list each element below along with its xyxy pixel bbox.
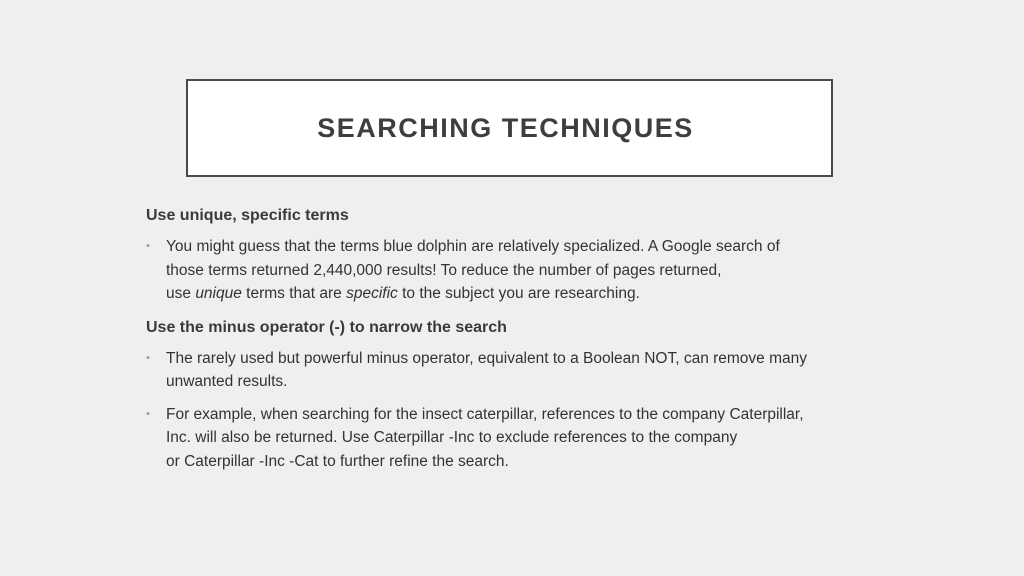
bullet-line: You might guess that the terms blue dolphin are relatively specialized. A Google search of: [166, 238, 780, 255]
bullet-caterpillar-example: [146, 403, 916, 474]
bullet-blue-dolphin: [146, 235, 916, 306]
section-heading-unique-terms: Use unique, specific terms: [146, 207, 349, 224]
bullet-icon: •: [146, 240, 150, 252]
bullet-line: For example, when searching for the insect caterpillar, references to the company Caterpillar,: [166, 405, 804, 423]
emphasis-specific: specific: [346, 285, 398, 302]
bullet-line: unwanted results.: [166, 373, 288, 390]
section-heading-minus-operator: Use the minus operator (-) to narrow the search: [146, 318, 507, 336]
title-box: [186, 79, 833, 177]
emphasis-unique: unique: [195, 285, 242, 302]
text-segment: to the subject you are researching.: [397, 285, 640, 302]
bullet-line: or Caterpillar -Inc -Cat to further refine the search.: [166, 452, 509, 470]
bullet-line: Inc. will also be returned. Use Caterpillar -Inc to exclude references to the company: [166, 429, 738, 446]
bullet-icon: •: [146, 351, 150, 364]
bullet-line: The rarely used but powerful minus operator, equivalent to a Boolean NOT, can remove many: [166, 349, 808, 367]
bullet-icon: •: [146, 407, 150, 420]
bullet-line: [166, 282, 916, 306]
text-segment: use: [166, 285, 196, 302]
slide-title: SEARCHING TECHNIQUES: [317, 112, 694, 143]
bullet-line: those terms returned 2,440,000 results! To reduce the number of pages returned,: [166, 261, 722, 279]
text-segment: terms that are: [241, 285, 347, 302]
bullet-minus-operator: [146, 347, 916, 394]
slide-content: [146, 204, 916, 473]
